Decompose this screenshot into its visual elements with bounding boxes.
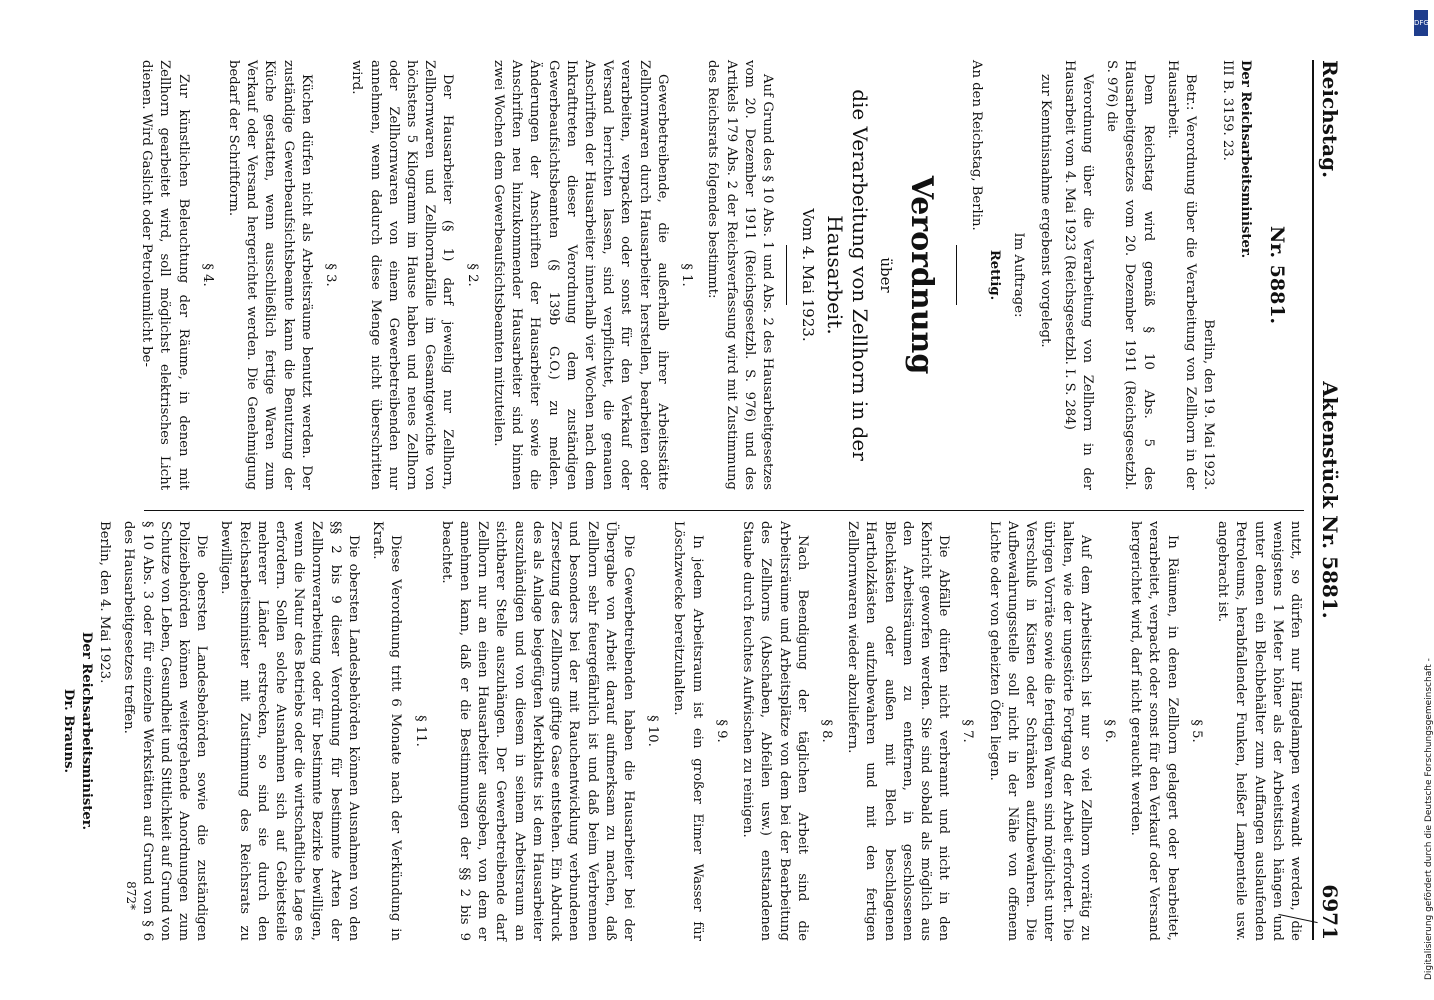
section-heading: § 10. <box>645 715 661 747</box>
section-heading: § 9. <box>713 719 729 743</box>
signature-name: Dr. Brauns. <box>60 688 76 774</box>
section-text: Die obersten Landesbehörden sowie die zuständigen Polizeibehörden können weitergehende Anordnungen zum Schutze von Leben, Gesundheit und Sittlichkeit auf Grund von § 10 Abs. 3 oder für einzelne Werkstätten auf Grund von § 6 des Hausarbeitgesetzes treffen. <box>121 521 210 941</box>
section-heading: § 5. <box>1188 719 1204 743</box>
paragraph: Verordnung über die Verarbeitung von Zellhorn in der Hausarbeit vom 4. Mai 1923 (Reichsgesetzbl. I. S. 284) <box>1061 60 1096 490</box>
ordinance-title: Verordnung <box>903 175 939 375</box>
section-heading: § 3. <box>323 263 339 287</box>
intro: Auf Grund des § 10 Abs. 1 und Abs. 2 des Hausarbeitgesetzes vom 20. Dezember 1911 (Reichsgesetzbl. S. 976) und des Artikels 179 Abs. 2 der Reichsverfassung wird mit Zustimmung des Reichsrats folgendes bestimmt: <box>705 60 775 490</box>
section-text: Die obersten Landesbehörden können Ausnahmen von den §§ 2 bis 9 dieser Verordnung für bestimmte Arten der Zellhornverarbeitung oder für bestimmte Bezirke bewilligen, wenn die Natur des Betriebs oder die wirtschaftliche Lage es erfordern. Sollen solche Ausnahmen sich auf Gebietsteile mehrerer Länder erstrecken, so sind sie durch den Reichsarbeitsminister mit Zustimmung des Reichsrats zu bewilligen. <box>218 521 361 941</box>
paragraph: Dem Reichstag wird gemäß § 10 Abs. 5 des Hausarbeitgesetzes vom 20. Dezember 1911 (Reichsgesetzbl. S. 976) die <box>1104 60 1156 490</box>
page-header <box>1312 60 1354 940</box>
footer-number: 872* <box>124 881 138 910</box>
section-text: Diese Verordnung tritt 6 Monate nach der Verkündung in Kraft. <box>370 521 404 941</box>
header-left: Reichstag. <box>1318 60 1342 179</box>
divider <box>786 245 787 305</box>
section-text: nutzt, so dürfen nur Hängelampen verwandt werden, die wenigstens 1 Meter höher als der Arbeitstisch hängen und unter denen ein Blechbehälter zum Auffangen auslaufenden Petroleums, herabfallender Funken, heißer Lampenteile usw. angebracht ist. <box>1215 521 1303 941</box>
section-heading: § 4. <box>199 263 215 287</box>
auftrag: Im Auftrage: <box>1011 232 1027 318</box>
auftrag-name: Rettig. <box>987 249 1003 301</box>
paragraph: zur Kenntnisnahme ergebenst vorgelegt. <box>1037 74 1053 348</box>
addressee: An den Reichstag, Berlin. <box>968 60 984 231</box>
ordinance-date: Vom 4. Mai 1923. <box>798 208 817 342</box>
section-text: Nach Beendigung der täglichen Arbeit sind die Arbeitsräume und Arbeitsplätze von dem bei der Bearbeitung des Zellhorns (Abschaben, Abfeilen usw.) entstandenen Staube durch feuchtes Aufwischen zu reinigen. <box>740 521 810 941</box>
section-heading: § 1. <box>679 263 695 287</box>
subject: Betr.: Verordnung über die Verarbeitung von Zellhorn in der Hausarbeit. <box>1164 60 1199 490</box>
letter-date: Berlin, den 19. Mai 1923. <box>1201 319 1217 490</box>
section-text: Auf dem Arbeitstisch ist nur so viel Zellhorn vorrätig zu halten, wie der ungestörte Fortgang der Arbeit erfordert. Die übrigen Vorräte sowie die fertigen Waren sind möglichst unter Verschluß in Kisten oder Schränken aufzubewahren. Die Aufbewahrungsstelle soll nicht in der Nähe von offenem Lichte oder von geheizten Öfen liegen. <box>986 521 1093 941</box>
section-heading: § 8. <box>818 719 834 743</box>
section-text: In jedem Arbeitsraum ist ein großer Eimer Wasser für Löschzwecke bereitzuhalten. <box>671 521 705 941</box>
document-number: Nr. 5881. <box>1266 225 1288 325</box>
page-number: 6971 <box>1318 884 1342 940</box>
section-text: In Räumen, in denen Zellhorn gelagert oder bearbeitet, verarbeitet, verpackt oder sonst für den Verkauf oder Versand hergerichtet wird, darf nicht geraucht werden. <box>1128 521 1180 941</box>
document-page <box>60 60 1354 941</box>
dfg-logo: DFG <box>1414 10 1428 36</box>
section-text: Gewerbetreibende, die außerhalb ihrer Arbeitsstätte Zellhornwaren durch Hausarbeiter herstellen, bearbeiten oder verarbeiten, verpacken oder sonst für den Verkauf oder Versand herrichten lassen, sind verpflichtet, die genauen Anschriften der Hausarbeiter innerhalb vier Wochen nach dem Inkrafttreten dieser Verordnung dem zuständigen Gewerbeaufsichtsbeamten (§ 139b G.O.) zu melden. Änderungen der Anschriften der Hausarbeiter sowie die Anschriften neu hinzukommender Hausarbeiter sind binnen zwei Wochen dem Gewerbeaufsichtsbeamten mitzuteilen. <box>490 60 670 490</box>
left-column <box>131 60 1304 490</box>
section-heading: § 6. <box>1102 719 1118 743</box>
section-text: Die Gewerbetreibenden haben die Hausarbeiter bei der Übergabe von Arbeit darauf aufmerksam zu machen, daß Zellhorn sehr feuergefährlich ist und daß beim Verbrennen und besonders bei der mit Rauchentwicklung verbundenen Zersetzung des Zellhorns giftige Gase entstehen. Ein Abdruck des als Anlage beigefügten Merkblatts ist dem Hausarbeiter auszuhändigen und von diesem in seinem Arbeitsraum an sichtbarer Stelle auszuhängen. Der Gewerbetreibende darf Zellhorn nur an einen Hausarbeiter ausgeben, von dem er annehmen kann, daß er die Bestimmungen der §§ 2 bis 9 beachtet. <box>438 521 636 941</box>
section-text: Zur künstlichen Beleuchtung der Räume, in denen mit Zellhorn gearbeitet wird, soll möglichst elektrisches Licht dienen. Wird Gaslicht oder Petroleumlicht be- <box>139 60 191 490</box>
section-heading: § 7. <box>960 719 976 743</box>
digitization-credit: Digitalisierung gefördert durch die Deutsche Forschungsgemeinschaft - <box>1424 658 1434 980</box>
reference: III B. 3159. 23. <box>1219 60 1235 161</box>
section-text: Der Hausarbeiter (§ 1) darf jeweilig nur Zellhorn, Zellhornwaren und Zellhornabfälle im Gesamtgewichte von höchstens 5 Kilogramm im Hause haben und neues Zellhorn oder Zellhornwaren von einem Gewerbetreibenden nur annehmen, wenn dadurch diese Menge nicht überschritten wird. <box>349 60 456 490</box>
header-center: Aktenstück Nr. 5881. <box>1318 381 1342 619</box>
section-text: Die Abfälle dürfen nicht verbrannt und nicht in den Kehricht geworfen werden. Sie sind sobald als möglich aus den Arbeitsräumen zu entfernen, in geschlossenen Blechkästen oder außen mit Blech beschlagenen Hartholzkästen aufzubewahren und mit den fertigen Zellhornwaren wieder abzuliefern. <box>845 521 952 941</box>
ordinance-signature-date: Berlin, den 4. Mai 1923. <box>97 521 113 684</box>
ministry: Der Reichsarbeitsminister. <box>1237 60 1253 259</box>
section-heading: § 11. <box>412 715 428 747</box>
section-text: Küchen dürfen nicht als Arbeitsräume benutzt werden. Der zuständige Gewerbeaufsichtsbeamte kann die Benutzung der Küche gestatten, wenn ausschließlich fertige Waren zum Verkauf oder Versand hergerichtet werden. Die Genehmigung bedarf der Schriftform. <box>226 60 314 490</box>
ordinance-subtitle: die Verarbeitung von Zellhorn in der Hausarbeit. <box>822 89 872 461</box>
divider <box>956 245 957 305</box>
ordinance-ueber: über <box>877 257 896 293</box>
signature-ministry: Der Reichsarbeitsminister. <box>78 631 94 831</box>
section-heading: § 2. <box>464 263 480 287</box>
